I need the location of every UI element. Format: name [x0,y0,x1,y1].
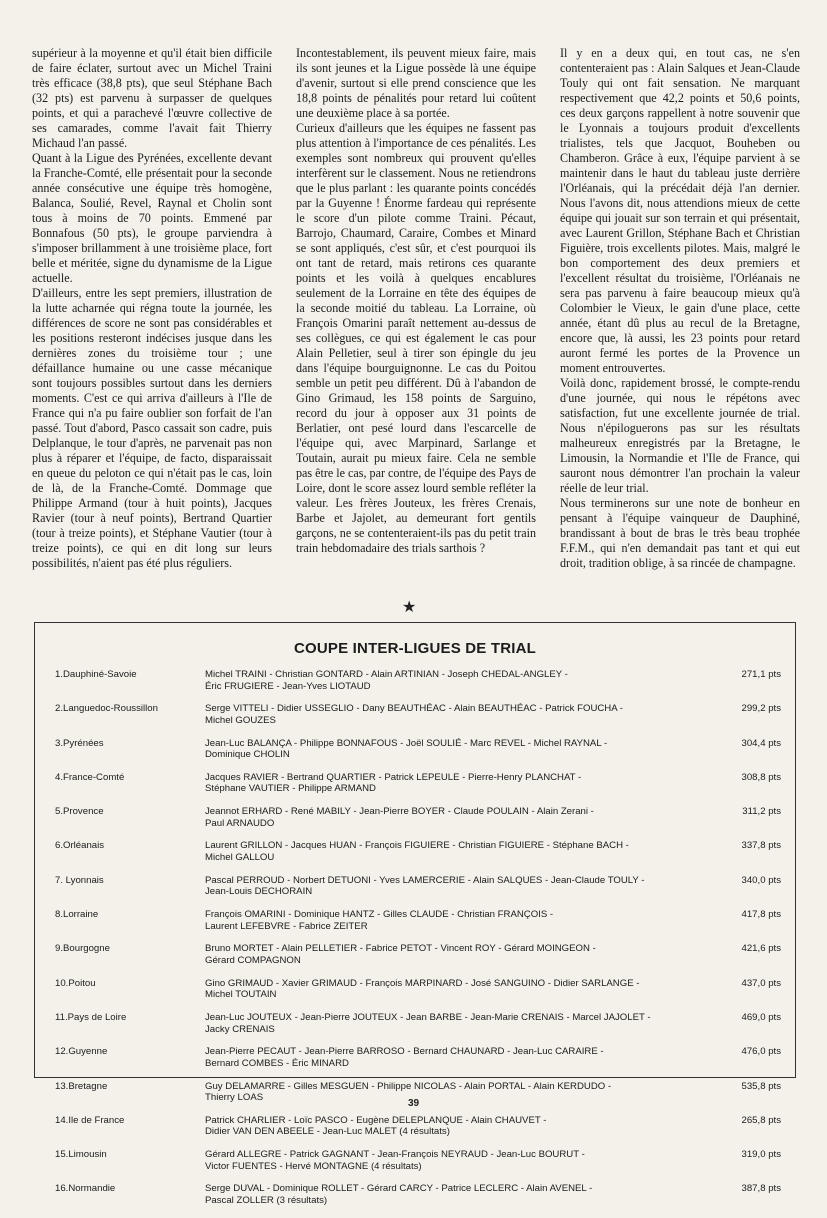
team-line: Laurent LEFEBVRE - Fabrice ZEITER [205,920,368,932]
results-row [55,772,781,806]
team-points: 271,1 pts [741,669,781,680]
team-points: 437,0 pts [741,977,781,989]
team-points: 299,2 pts [741,703,781,715]
team-members [205,943,705,977]
team-line: François OMARINI - Dominique HANTZ - Gilles CLAUDE - Christian FRANÇOIS - [205,909,554,921]
team-line: Jacques RAVIER - Bertrand QUARTIER - Patrick LEPEULE - Pierre-Henry PLANCHAT - [205,771,582,783]
results-row [55,943,781,977]
team-line: Laurent GRILLON - Jacques HUAN - François FIGUIERE - Christian FIGUIERE - Stéphane BACH - [205,840,629,852]
paragraph: supérieur à la moyenne et qu'il était bien difficile de faire éclater, surtout avec un Michel Traini très efficace (38,8 pts), que seul Stéphane Bach (32 pts) est parvenu à surpasser de quelques points, et qui a parachevé l'œuvre collective de ses camarades, comme l'avait fait Thierry Michaud l'an passé. [32,46,272,150]
league-name: 11.Pays de Loire [55,1011,127,1023]
team-line: Jean-Luc BALANÇA - Philippe BONNAFOUS - Joël SOULIÉ - Marc REVEL - Michel RAYNAL - [205,737,608,749]
team-points: 476,0 pts [741,1046,781,1058]
league-name: 1.Dauphiné-Savoie [55,669,137,680]
team-points: 535,8 pts [741,1080,781,1092]
team-line: Pascal ZOLLER (3 résultats) [205,1195,328,1207]
team-points: 387,8 pts [741,1183,781,1195]
team-members [205,1046,705,1080]
results-row [55,1115,781,1149]
team-line: Gino GRIMAUD - Xavier GRIMAUD - François MARPINARD - José SANGUINO - Didier SARLANGE - [205,977,640,989]
team-points: 265,8 pts [741,1114,781,1126]
results-row [55,669,781,703]
team-points: 340,0 pts [741,874,781,886]
team-points: 311,2 pts [742,806,781,818]
team-members [205,978,705,1012]
team-members [205,875,705,909]
team-points: 469,0 pts [741,1011,781,1023]
team-line: Guy DELAMARRE - Gilles MESGUEN - Philippe NICOLAS - Alain PORTAL - Alain KERDUDO - [205,1080,612,1092]
article-column-2 [296,46,536,594]
team-line: Michel TRAINI - Christian GONTARD - Alain ARTINIAN - Joseph CHEDAL-ANGLEY - [205,669,568,680]
paragraph: Voilà donc, rapidement brossé, le compte-rendu d'une journée, qui nous le répétons avec satisfaction, fut une excellente journée de trial. Nous n'épiloguerons pas sur les résultats malheureux enregistrés par la Bretagne, le Limousin, la Normandie et l'Ile de France, qui sauront nous démontrer l'an prochain la valeur réelle de leur trial. [560,376,800,495]
article-column-3 [560,46,800,594]
results-row [55,978,781,1012]
paragraph: Incontestablement, ils peuvent mieux faire, mais ils sont jeunes et la Ligue possède là une équipe d'avenir, surtout si elle prend conscience que les 18,8 points de pénalités pour retard lui coûtent une deuxième place à sa portée. [296,46,536,120]
team-line: Didier VAN DEN ABEELE - Jean-Luc MALET (4 résultats) [205,1126,450,1138]
team-points: 308,8 pts [741,771,781,783]
league-name: 3.Pyrénées [55,737,104,749]
team-line: Jeannot ERHARD - René MABILY - Jean-Pierre BOYER - Claude POULAIN - Alain Zerani - [205,806,594,818]
team-line: Bruno MORTET - Alain PELLETIER - Fabrice PETOT - Vincent ROY - Gérard MOINGEON - [205,943,596,955]
results-row [55,1012,781,1046]
paragraph: Nous terminerons sur une note de bonheur en pensant à l'équipe vainqueur de Dauphiné, brandissant à bout de bras le très beau trophée F.F.M., qui n'en demandait pas tant et qui eut droit, tradition oblige, à sa rincée de champagne. [560,496,800,570]
league-name: 14.Ile de France [55,1114,125,1126]
results-row [55,1183,781,1217]
team-members [205,772,705,806]
team-line: Thierry LOAS [205,1092,264,1104]
league-name: 16.Normandie [55,1183,116,1195]
team-line: Michel GALLOU [205,852,275,864]
team-line: Gérard COMPAGNON [205,954,301,966]
results-table [55,669,781,1218]
team-members [205,909,705,943]
paragraph: Il y en a deux qui, en tout cas, ne s'en contenteraient pas : Alain Salques et Jean-Claude Touly qui ont fait sensation. Ne marquant respectivement que 42,2 points et 50,6 points, ces deux garçons rappellent à notre souvenir que le Lyonnais a toujours produit d'excellents trialistes, tels que Jacquot, Bouheben ou Chamberon. Grâce à eux, l'équipe parvient à se maintenir dans le haut du tableau juste derrière l'Orléanais, qui la précédait déjà l'an dernier. Nous l'avons dit, nous attendions mieux de cette équipe qui jouait sur son terrain et qui présentait, avec Laurent Grillon, Stéphane Bach et Christian Figuière, trois excellents pilotes. Mais, malgré le bon comportement des deux premiers et l'excellent résultat du troisième, l'Orléanais ne sera pas parvenu à faire beaucoup mieux qu'à Colombier le Vieux, le gain d'une place, cette année, étant dû plus au recul de la Bretagne, encore que, là aussi, les 23 points pour retard auront fermé les portes de la Provence un moment entrouvertes. [560,46,800,375]
team-line: Bernard COMBES - Éric MINARD [205,1057,349,1069]
team-line: Michel GOUZES [205,714,276,726]
team-members [205,1149,705,1183]
team-line: Stéphane VAUTIER - Philippe ARMAND [205,783,376,795]
team-line: Jean-Louis DECHORAIN [205,886,313,898]
team-line: Jean-Pierre PECAUT - Jean-Pierre BARROSO - Bernard CHAUNARD - Jean-Luc CARAIRE - [205,1046,604,1058]
results-title: COUPE INTER-LIGUES DE TRIAL [293,640,537,657]
team-points: 304,4 pts [741,737,781,749]
team-line: Jean-Luc JOUTEUX - Jean-Pierre JOUTEUX - Jean BARBE - Jean-Marie CRENAIS - Marcel JAJOLET - [205,1011,651,1023]
team-line: Serge DUVAL - Dominique ROLLET - Gérard CARCY - Patrice LECLERC - Alain AVENEL - [205,1183,593,1195]
league-name: 6.Orléanais [55,840,105,852]
results-row [55,1149,781,1183]
page-number: 39 [407,1098,420,1109]
team-members [205,840,705,874]
team-members [205,669,705,703]
results-row [55,738,781,772]
team-members [205,1183,705,1217]
league-name: 13.Bretagne [55,1080,108,1092]
results-row [55,806,781,840]
team-line: Pascal PERROUD - Norbert DETUONI - Yves LAMERCERIE - Alain SALQUES - Jean-Claude TOULY - [205,874,645,886]
results-row [55,703,781,737]
league-name: 12.Guyenne [55,1046,108,1058]
league-name: 2.Languedoc-Roussillon [55,703,158,715]
team-members [205,1115,705,1149]
paragraph: Curieux d'ailleurs que les équipes ne fassent pas plus attention à l'importance de ces pénalités. Les exemples sont nombreux qui prouvent qu'elles interfèrent sur le classement. Nous ne retiendrons que le plus parlant : les quarante points concédés par la Guyenne ! Énorme fardeau qui représente le score d'un pilote comme Traini. Pécaut, Barrojo, Chaumard, Caraire, Combes et Minard se sont appliqués, c'est sûr, et c'est pourquoi ils ont tant de retard, mais retirons ces quarante points et les voilà à quelques encablures seulement de la Lorraine en tête des équipes de la seconde moitié du tableau. La Lorraine, où François Omarini paraît nettement au-dessus de ses collègues, ce qui est également le cas pour Alain Pelletier, seul à tirer son épingle du jeu dans l'équipe bourguignonne. Le cas du Poitou semble un petit peu différent. Dû à l'abandon de Gino Grimaud, les 158 points de Sarguino, record du jour à opposer aux 31 points de Berlatier, ont pesé lourd dans l'escarcelle de l'équipe qui, avec Marpinard, Sarlange et Toutain, aurait pu mieux faire. Cela ne semble pas être le cas, par contre, de l'équipe des Pays de Loire, dont le score assez lourd semble refléter la valeur. Les frères Jouteux, les frères Crenais, Barbe et Jajolet, au demeurant fort gentils garçons, ne se contenteraient-ils pas du petit train train hebdomadaire des trials sarthois ? [296,121,536,555]
league-name: 4.France-Comté [55,771,125,783]
team-line: Gérard ALLEGRE - Patrick GAGNANT - Jean-François NEYRAUD - Jean-Luc BOURUT - [205,1149,585,1161]
paragraph: D'ailleurs, entre les sept premiers, illustration de la lutte acharnée qui régna toute la journée, les différences de score ne sont pas considérables et les positions resteront indécises jusque dans les dernières zones du troisième tour ; une défaillance humaine ou une casse mécanique sont toujours possibles surtout dans les derniers moments. C'est ce qui arriva d'ailleurs à l'Ile de France qui n'a pu faire oublier son forfait de l'an passé. Tout d'abord, Pasco cassait son cadre, puis Delplanque, le tour d'après, ne parvenait pas non plus à réparer et l'équipe, de facto, disparaissait en queue du peloton ce qui n'était pas le cas, loin de là, de la Franche-Comté. Dommage que Philippe Armand (tour à huit points), Jacques Ravier (tour à neuf points), Bertrand Quartier (tour à treize points), et Stéphane Vautier (tour à treize points), ce qui en dit long sur leurs possibilités, n'aient pas été plus réguliers. [32,286,272,570]
team-line: Victor FUENTES - Hervé MONTAGNE (4 résultats) [205,1160,422,1172]
team-members [205,1012,705,1046]
results-row [55,875,781,909]
team-line: Jacky CRENAIS [205,1023,275,1035]
results-row [55,1046,781,1080]
team-line: Serge VITTELI - Didier USSEGLIO - Dany BEAUTHÉAC - Alain BEAUTHÉAC - Patrick FOUCHA - [205,703,623,715]
team-line: Paul ARNAUDO [205,817,275,829]
league-name: 15.Limousin [55,1149,107,1161]
league-name: 9.Bourgogne [55,943,110,955]
team-line: Michel TOUTAIN [205,989,277,1001]
results-row [55,840,781,874]
star-separator-icon: ★ [402,597,417,616]
team-points: 337,8 pts [741,840,781,852]
team-line: Patrick CHARLIER - Loïc PASCO - Eugène DELEPLANQUE - Alain CHAUVET - [205,1114,547,1126]
team-members [205,806,705,840]
team-members [205,738,705,772]
team-points: 417,8 pts [741,909,781,921]
team-points: 319,0 pts [741,1149,781,1161]
team-points: 421,6 pts [741,943,781,955]
paragraph: Quant à la Ligue des Pyrénées, excellente devant la Franche-Comté, elle présentait pour la seconde année consécutive une équipe très homogène, Balanca, Soulié, Revel, Raynal et Cholin sont tous à moins de 70 points. Emmené par Bonnafous (50 pts), le groupe parviendra à s'imposer brillamment à une troisième place, fort belle et méritée, signe du dynamisme de la Ligue actuelle. [32,151,272,285]
article-column-1 [32,46,272,594]
league-name: 7. Lyonnais [55,874,104,886]
article-body [32,46,800,594]
results-row [55,909,781,943]
league-name: 10.Poitou [55,977,96,989]
team-line: Éric FRUGIERE - Jean-Yves LIOTAUD [205,680,371,692]
league-name: 8.Lorraine [55,909,99,921]
team-members [205,703,705,737]
league-name: 5.Provence [55,806,104,818]
team-line: Dominique CHOLIN [205,749,290,761]
